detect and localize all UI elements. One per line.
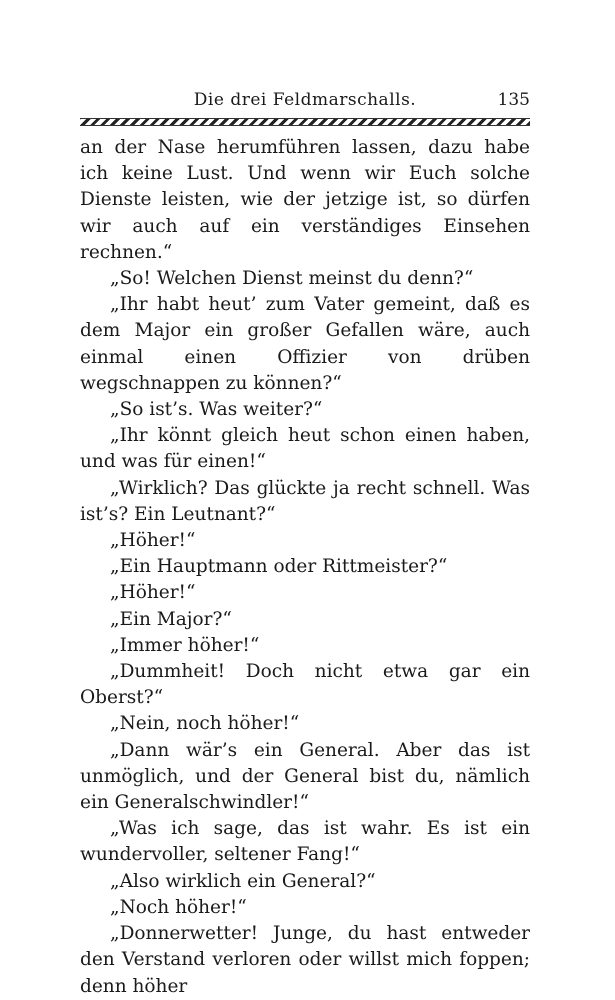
paragraph: „Nein, noch höher!“ (110, 713, 300, 735)
paragraph: „Ein Hauptmann oder Rittmeister?“ (110, 556, 448, 578)
paragraph: „Ihr könnt gleich heut schon einen haben, und was für einen!“ (80, 425, 530, 473)
paragraph: „Höher!“ (110, 530, 196, 552)
paragraph: „Dummheit! Doch nicht etwa gar ein Oberst?“ (80, 661, 530, 709)
paragraph: „Höher!“ (110, 582, 196, 604)
page-number: 135 (497, 90, 530, 110)
text-body (80, 135, 530, 1000)
ornamental-rule (80, 118, 530, 126)
paragraph: „Immer höher!“ (110, 634, 260, 656)
paragraph: „So ist’s. Was weiter?“ (110, 399, 323, 421)
running-title: Die drei Feldmarschalls. (193, 90, 417, 110)
paragraph: „Ein Major?“ (110, 608, 232, 630)
paragraph: an der Nase herumführen lassen, dazu habe ich keine Lust. Und wenn wir Euch solche Dienste leisten, wie der jetzige ist, so dürfen wir auch auf ein verständiges Einsehen rechnen.“ (80, 137, 530, 263)
paragraph: „Dann wär’s ein General. Aber das ist unmöglich, und der General bist du, nämlich ein Generalschwindler!“ (80, 739, 530, 814)
paragraph: „Was ich sage, das ist wahr. Es ist ein wundervoller, seltener Fang!“ (80, 818, 530, 866)
running-header (80, 90, 530, 114)
paragraph: „Also wirklich ein General?“ (110, 870, 376, 892)
paragraph: „Wirklich? Das glückte ja recht schnell. Was ist’s? Ein Leutnant?“ (80, 477, 530, 525)
paragraph: „Ihr habt heut’ zum Vater gemeint, daß es dem Major ein großer Gefallen wäre, auch einmal einen Offizier von drüben wegschnappen zu können?“ (80, 294, 530, 394)
paragraph: „Donnerwetter! Junge, du hast entweder den Verstand verloren oder willst mich foppen; denn höher (80, 923, 530, 997)
paragraph: „Noch höher!“ (110, 896, 247, 918)
paragraph: „So! Welchen Dienst meinst du denn?“ (110, 268, 474, 290)
